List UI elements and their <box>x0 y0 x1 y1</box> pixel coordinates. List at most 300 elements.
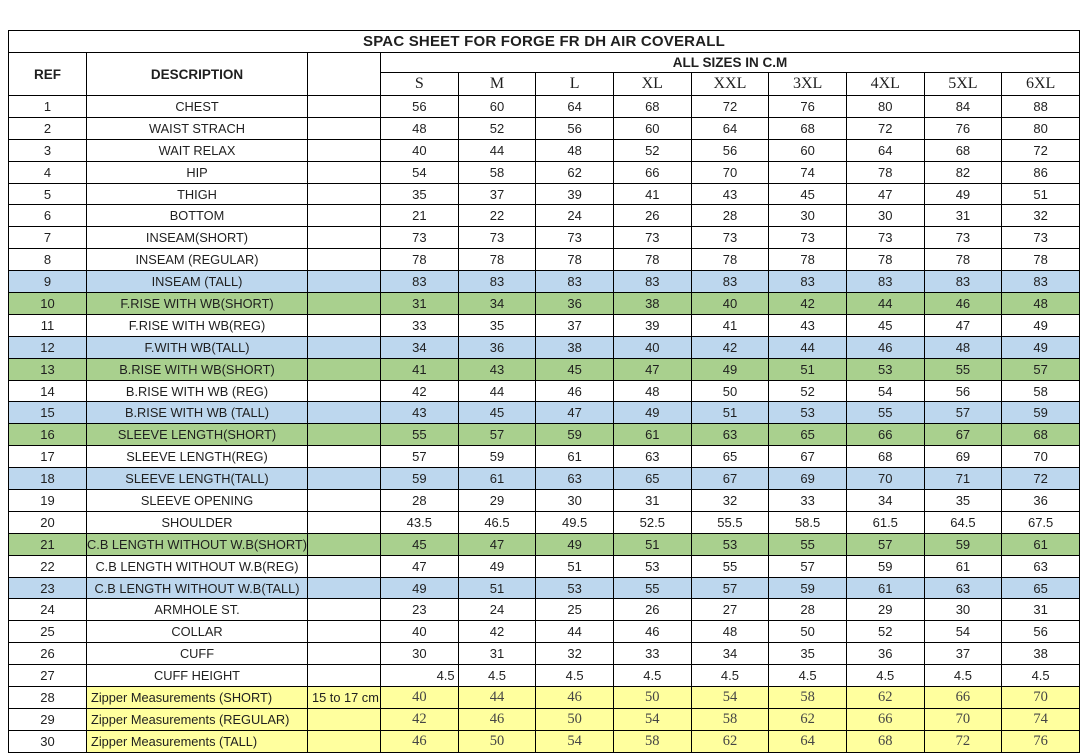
value-cell: 67 <box>924 424 1002 446</box>
value-cell: 80 <box>846 96 924 118</box>
value-cell: 46 <box>381 730 459 752</box>
value-cell: 50 <box>613 687 691 709</box>
value-cell: 51 <box>1002 183 1080 205</box>
value-cell: 40 <box>381 687 459 709</box>
value-cell: 56 <box>381 96 459 118</box>
ref-cell: 9 <box>9 271 87 293</box>
value-cell: 34 <box>846 490 924 512</box>
value-cell: 83 <box>1002 271 1080 293</box>
value-cell: 59 <box>846 555 924 577</box>
value-cell: 68 <box>613 96 691 118</box>
value-cell: 51 <box>769 358 847 380</box>
description-cell: F.RISE WITH WB(REG) <box>87 314 308 336</box>
value-cell: 36 <box>458 336 536 358</box>
value-cell: 51 <box>613 533 691 555</box>
value-cell: 31 <box>924 205 1002 227</box>
ref-cell: 23 <box>9 577 87 599</box>
value-cell: 53 <box>846 358 924 380</box>
ref-cell: 18 <box>9 468 87 490</box>
table-row <box>9 687 1080 709</box>
measurement-rows <box>9 96 1080 753</box>
value-cell: 86 <box>1002 161 1080 183</box>
value-cell: 60 <box>613 117 691 139</box>
value-cell: 43 <box>691 183 769 205</box>
value-cell: 55 <box>924 358 1002 380</box>
table-row <box>9 183 1080 205</box>
value-cell: 60 <box>769 139 847 161</box>
value-cell: 63 <box>1002 555 1080 577</box>
description-cell: F.RISE WITH WB(SHORT) <box>87 293 308 315</box>
value-cell: 34 <box>381 336 459 358</box>
description-cell: SLEEVE LENGTH(TALL) <box>87 468 308 490</box>
value-cell: 61 <box>536 446 614 468</box>
value-cell: 55 <box>691 555 769 577</box>
value-cell: 78 <box>381 249 459 271</box>
table-row <box>9 227 1080 249</box>
value-cell: 62 <box>691 730 769 752</box>
value-cell: 51 <box>536 555 614 577</box>
value-cell: 35 <box>381 183 459 205</box>
note-cell <box>308 358 381 380</box>
description-cell: INSEAM (REGULAR) <box>87 249 308 271</box>
value-cell: 83 <box>769 271 847 293</box>
header-row <box>9 53 1080 73</box>
value-cell: 54 <box>846 380 924 402</box>
table-row <box>9 380 1080 402</box>
note-cell <box>308 402 381 424</box>
value-cell: 83 <box>846 271 924 293</box>
value-cell: 43 <box>381 402 459 424</box>
value-cell: 33 <box>381 314 459 336</box>
value-cell: 48 <box>536 139 614 161</box>
value-cell: 58 <box>458 161 536 183</box>
table-row <box>9 402 1080 424</box>
value-cell: 4.5 <box>846 665 924 687</box>
value-cell: 62 <box>769 708 847 730</box>
ref-cell: 6 <box>9 205 87 227</box>
size-column-header-4xl: 4XL <box>846 73 924 96</box>
value-cell: 54 <box>924 621 1002 643</box>
table-row <box>9 336 1080 358</box>
value-cell: 47 <box>381 555 459 577</box>
value-cell: 70 <box>691 161 769 183</box>
value-cell: 46 <box>536 687 614 709</box>
value-cell: 54 <box>536 730 614 752</box>
value-cell: 47 <box>536 402 614 424</box>
description-cell: THIGH <box>87 183 308 205</box>
note-cell <box>308 599 381 621</box>
table-row <box>9 446 1080 468</box>
note-cell <box>308 555 381 577</box>
value-cell: 59 <box>1002 402 1080 424</box>
value-cell: 74 <box>769 161 847 183</box>
note-cell <box>308 117 381 139</box>
value-cell: 34 <box>458 293 536 315</box>
value-cell: 4.5 <box>924 665 1002 687</box>
value-cell: 4.5 <box>458 665 536 687</box>
value-cell: 68 <box>924 139 1002 161</box>
value-cell: 59 <box>924 533 1002 555</box>
note-column-header <box>308 53 381 96</box>
value-cell: 57 <box>1002 358 1080 380</box>
value-cell: 46 <box>613 621 691 643</box>
value-cell: 40 <box>381 621 459 643</box>
note-cell <box>308 424 381 446</box>
value-cell: 73 <box>381 227 459 249</box>
value-cell: 68 <box>846 446 924 468</box>
value-cell: 31 <box>1002 599 1080 621</box>
value-cell: 55 <box>769 533 847 555</box>
table-row <box>9 490 1080 512</box>
value-cell: 35 <box>458 314 536 336</box>
value-cell: 48 <box>691 621 769 643</box>
spec-sheet-table <box>8 30 1080 753</box>
table-row <box>9 577 1080 599</box>
table-row <box>9 96 1080 118</box>
value-cell: 83 <box>381 271 459 293</box>
value-cell: 56 <box>691 139 769 161</box>
value-cell: 28 <box>769 599 847 621</box>
value-cell: 45 <box>846 314 924 336</box>
value-cell: 61 <box>458 468 536 490</box>
note-cell <box>308 621 381 643</box>
value-cell: 41 <box>381 358 459 380</box>
note-cell <box>308 643 381 665</box>
value-cell: 35 <box>924 490 1002 512</box>
value-cell: 73 <box>1002 227 1080 249</box>
value-cell: 53 <box>536 577 614 599</box>
value-cell: 43 <box>769 314 847 336</box>
value-cell: 73 <box>613 227 691 249</box>
value-cell: 30 <box>769 205 847 227</box>
value-cell: 44 <box>458 139 536 161</box>
note-cell: 15 to 17 cm <box>308 687 381 709</box>
value-cell: 32 <box>536 643 614 665</box>
description-cell: SHOULDER <box>87 511 308 533</box>
value-cell: 83 <box>536 271 614 293</box>
value-cell: 41 <box>691 314 769 336</box>
value-cell: 83 <box>691 271 769 293</box>
value-cell: 32 <box>691 490 769 512</box>
description-cell: SLEEVE LENGTH(SHORT) <box>87 424 308 446</box>
value-cell: 39 <box>536 183 614 205</box>
value-cell: 76 <box>769 96 847 118</box>
value-cell: 50 <box>536 708 614 730</box>
value-cell: 60 <box>458 96 536 118</box>
value-cell: 65 <box>769 424 847 446</box>
value-cell: 42 <box>381 708 459 730</box>
value-cell: 59 <box>458 446 536 468</box>
size-column-header-s: S <box>381 73 459 96</box>
ref-cell: 28 <box>9 687 87 709</box>
value-cell: 50 <box>691 380 769 402</box>
value-cell: 63 <box>613 446 691 468</box>
description-cell: Zipper Measurements (SHORT) <box>87 687 308 709</box>
value-cell: 66 <box>924 687 1002 709</box>
value-cell: 56 <box>924 380 1002 402</box>
description-cell: INSEAM(SHORT) <box>87 227 308 249</box>
value-cell: 73 <box>846 227 924 249</box>
description-cell: F.WITH WB(TALL) <box>87 336 308 358</box>
value-cell: 42 <box>769 293 847 315</box>
value-cell: 44 <box>536 621 614 643</box>
size-column-header-5xl: 5XL <box>924 73 1002 96</box>
value-cell: 52 <box>613 139 691 161</box>
table-row <box>9 161 1080 183</box>
value-cell: 70 <box>1002 687 1080 709</box>
value-cell: 78 <box>1002 249 1080 271</box>
value-cell: 4.5 <box>381 665 459 687</box>
value-cell: 72 <box>1002 139 1080 161</box>
value-cell: 61 <box>1002 533 1080 555</box>
value-cell: 84 <box>924 96 1002 118</box>
note-cell <box>308 533 381 555</box>
value-cell: 69 <box>924 446 1002 468</box>
value-cell: 38 <box>613 293 691 315</box>
value-cell: 59 <box>769 577 847 599</box>
table-row <box>9 314 1080 336</box>
value-cell: 58.5 <box>769 511 847 533</box>
table-row <box>9 117 1080 139</box>
value-cell: 43 <box>458 358 536 380</box>
note-cell <box>308 249 381 271</box>
value-cell: 56 <box>1002 621 1080 643</box>
value-cell: 47 <box>613 358 691 380</box>
value-cell: 26 <box>613 599 691 621</box>
value-cell: 49.5 <box>536 511 614 533</box>
value-cell: 27 <box>691 599 769 621</box>
value-cell: 43.5 <box>381 511 459 533</box>
value-cell: 72 <box>846 117 924 139</box>
value-cell: 44 <box>769 336 847 358</box>
value-cell: 24 <box>458 599 536 621</box>
value-cell: 22 <box>458 205 536 227</box>
value-cell: 48 <box>1002 293 1080 315</box>
value-cell: 28 <box>691 205 769 227</box>
value-cell: 39 <box>613 314 691 336</box>
value-cell: 49 <box>536 533 614 555</box>
value-cell: 40 <box>613 336 691 358</box>
description-cell: B.RISE WITH WB(SHORT) <box>87 358 308 380</box>
value-cell: 30 <box>536 490 614 512</box>
description-cell: B.RISE WITH WB (TALL) <box>87 402 308 424</box>
value-cell: 45 <box>536 358 614 380</box>
value-cell: 69 <box>769 468 847 490</box>
value-cell: 38 <box>1002 643 1080 665</box>
value-cell: 72 <box>924 730 1002 752</box>
description-cell: SLEEVE LENGTH(REG) <box>87 446 308 468</box>
value-cell: 70 <box>846 468 924 490</box>
value-cell: 47 <box>846 183 924 205</box>
ref-cell: 16 <box>9 424 87 446</box>
value-cell: 64 <box>536 96 614 118</box>
ref-cell: 14 <box>9 380 87 402</box>
value-cell: 46 <box>536 380 614 402</box>
value-cell: 63 <box>536 468 614 490</box>
ref-cell: 12 <box>9 336 87 358</box>
value-cell: 48 <box>613 380 691 402</box>
value-cell: 78 <box>846 161 924 183</box>
value-cell: 40 <box>691 293 769 315</box>
value-cell: 64 <box>769 730 847 752</box>
value-cell: 51 <box>458 577 536 599</box>
value-cell: 80 <box>1002 117 1080 139</box>
ref-cell: 21 <box>9 533 87 555</box>
ref-cell: 15 <box>9 402 87 424</box>
value-cell: 52 <box>458 117 536 139</box>
value-cell: 55.5 <box>691 511 769 533</box>
value-cell: 50 <box>458 730 536 752</box>
ref-cell: 19 <box>9 490 87 512</box>
value-cell: 73 <box>536 227 614 249</box>
value-cell: 73 <box>924 227 1002 249</box>
description-cell: COLLAR <box>87 621 308 643</box>
value-cell: 70 <box>924 708 1002 730</box>
note-cell <box>308 227 381 249</box>
value-cell: 48 <box>381 117 459 139</box>
description-cell: C.B LENGTH WITHOUT W.B(TALL) <box>87 577 308 599</box>
ref-cell: 29 <box>9 708 87 730</box>
description-cell: Zipper Measurements (TALL) <box>87 730 308 752</box>
ref-cell: 2 <box>9 117 87 139</box>
value-cell: 78 <box>613 249 691 271</box>
description-cell: SLEEVE OPENING <box>87 490 308 512</box>
value-cell: 4.5 <box>536 665 614 687</box>
description-column-header: DESCRIPTION <box>87 53 308 96</box>
note-cell <box>308 205 381 227</box>
value-cell: 67 <box>691 468 769 490</box>
description-cell: C.B LENGTH WITHOUT W.B(REG) <box>87 555 308 577</box>
note-cell <box>308 730 381 752</box>
value-cell: 4.5 <box>691 665 769 687</box>
description-cell: Zipper Measurements (REGULAR) <box>87 708 308 730</box>
description-cell: C.B LENGTH WITHOUT W.B(SHORT) <box>87 533 308 555</box>
value-cell: 73 <box>691 227 769 249</box>
description-cell: ARMHOLE ST. <box>87 599 308 621</box>
table-row <box>9 293 1080 315</box>
size-column-header-xl: XL <box>613 73 691 96</box>
value-cell: 76 <box>924 117 1002 139</box>
ref-cell: 22 <box>9 555 87 577</box>
note-cell <box>308 577 381 599</box>
value-cell: 57 <box>381 446 459 468</box>
ref-cell: 7 <box>9 227 87 249</box>
value-cell: 88 <box>1002 96 1080 118</box>
table-row <box>9 271 1080 293</box>
value-cell: 61 <box>613 424 691 446</box>
value-cell: 68 <box>1002 424 1080 446</box>
value-cell: 52 <box>846 621 924 643</box>
value-cell: 49 <box>381 577 459 599</box>
value-cell: 57 <box>691 577 769 599</box>
value-cell: 73 <box>769 227 847 249</box>
value-cell: 55 <box>846 402 924 424</box>
value-cell: 29 <box>458 490 536 512</box>
description-cell: CHEST <box>87 96 308 118</box>
value-cell: 40 <box>381 139 459 161</box>
value-cell: 4.5 <box>613 665 691 687</box>
value-cell: 65 <box>613 468 691 490</box>
value-cell: 63 <box>691 424 769 446</box>
value-cell: 78 <box>846 249 924 271</box>
value-cell: 32 <box>1002 205 1080 227</box>
ref-cell: 25 <box>9 621 87 643</box>
ref-cell: 8 <box>9 249 87 271</box>
note-cell <box>308 665 381 687</box>
ref-cell: 3 <box>9 139 87 161</box>
value-cell: 68 <box>846 730 924 752</box>
value-cell: 53 <box>691 533 769 555</box>
ref-cell: 30 <box>9 730 87 752</box>
table-row <box>9 599 1080 621</box>
value-cell: 72 <box>1002 468 1080 490</box>
value-cell: 30 <box>846 205 924 227</box>
value-cell: 55 <box>613 577 691 599</box>
value-cell: 30 <box>924 599 1002 621</box>
value-cell: 28 <box>381 490 459 512</box>
value-cell: 61 <box>924 555 1002 577</box>
size-column-header-xxl: XXL <box>691 73 769 96</box>
value-cell: 35 <box>769 643 847 665</box>
value-cell: 4.5 <box>1002 665 1080 687</box>
table-row <box>9 358 1080 380</box>
value-cell: 46 <box>924 293 1002 315</box>
description-cell: B.RISE WITH WB (REG) <box>87 380 308 402</box>
value-cell: 78 <box>769 249 847 271</box>
note-cell <box>308 96 381 118</box>
value-cell: 70 <box>1002 446 1080 468</box>
value-cell: 83 <box>458 271 536 293</box>
value-cell: 64 <box>691 117 769 139</box>
value-cell: 42 <box>458 621 536 643</box>
value-cell: 4.5 <box>769 665 847 687</box>
value-cell: 45 <box>458 402 536 424</box>
note-cell <box>308 161 381 183</box>
description-cell: WAIST STRACH <box>87 117 308 139</box>
table-row <box>9 511 1080 533</box>
value-cell: 68 <box>769 117 847 139</box>
table-row <box>9 424 1080 446</box>
value-cell: 67 <box>769 446 847 468</box>
ref-cell: 27 <box>9 665 87 687</box>
value-cell: 54 <box>381 161 459 183</box>
value-cell: 65 <box>1002 577 1080 599</box>
value-cell: 78 <box>924 249 1002 271</box>
value-cell: 49 <box>1002 314 1080 336</box>
value-cell: 47 <box>458 533 536 555</box>
value-cell: 74 <box>1002 708 1080 730</box>
value-cell: 44 <box>458 380 536 402</box>
value-cell: 45 <box>769 183 847 205</box>
note-cell <box>308 336 381 358</box>
value-cell: 64.5 <box>924 511 1002 533</box>
table-row <box>9 708 1080 730</box>
value-cell: 58 <box>691 708 769 730</box>
value-cell: 38 <box>536 336 614 358</box>
value-cell: 23 <box>381 599 459 621</box>
ref-cell: 26 <box>9 643 87 665</box>
table-row <box>9 621 1080 643</box>
title-row <box>9 31 1080 53</box>
value-cell: 48 <box>924 336 1002 358</box>
value-cell: 53 <box>613 555 691 577</box>
value-cell: 62 <box>536 161 614 183</box>
value-cell: 42 <box>381 380 459 402</box>
value-cell: 61 <box>846 577 924 599</box>
value-cell: 31 <box>381 293 459 315</box>
description-cell: WAIT RELAX <box>87 139 308 161</box>
value-cell: 66 <box>846 424 924 446</box>
